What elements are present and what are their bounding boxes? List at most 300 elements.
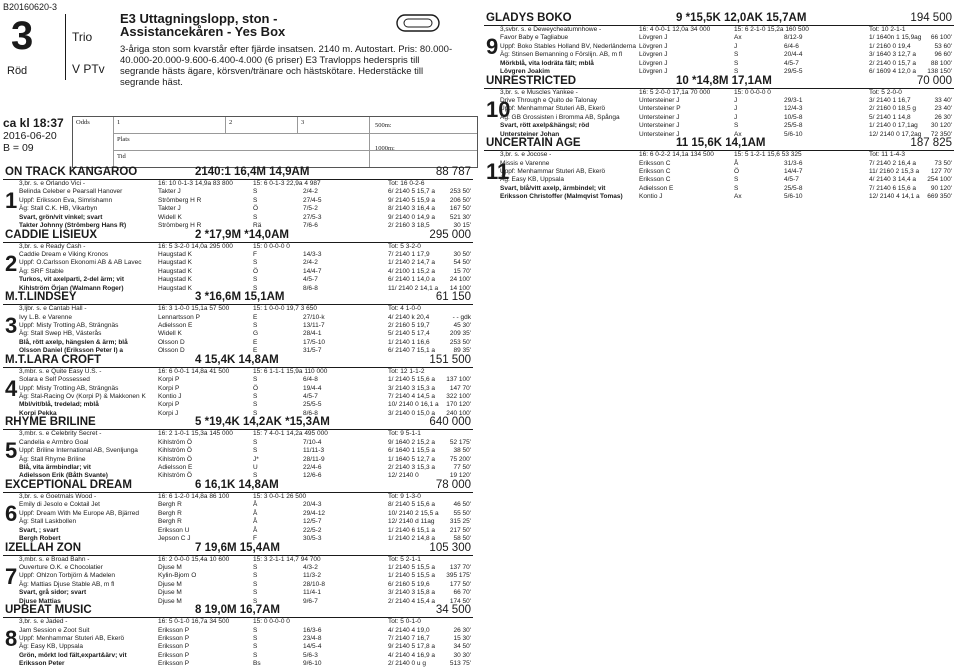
form-row xyxy=(3,572,473,580)
horse-entry xyxy=(3,479,473,542)
form-cell: Äg: Stall Laskbollen xyxy=(19,518,77,526)
form-cell: 147 70' xyxy=(449,384,471,392)
form-cell: Lövgren J xyxy=(639,59,668,67)
form-row xyxy=(3,243,473,251)
form-cell: 8/ 2140 5 15,6 a xyxy=(388,501,435,509)
form-cell: 13/11-7 xyxy=(303,321,325,329)
form-cell: 1/ 1640 5 12,7 a xyxy=(388,455,435,463)
form-cell: 3,br. s. e Muscles Yankee - xyxy=(500,88,578,96)
form-cell: 7/10-4 xyxy=(303,438,322,446)
form-cell: 521 30' xyxy=(449,213,471,221)
form-cell: Ö xyxy=(253,205,259,213)
form-cell: Olsson Daniel (Eriksson Peter I) a xyxy=(19,347,124,355)
form-cell: 15: 3 2-1-1 14,7 94 700 xyxy=(253,555,321,563)
form-cell: Bergh R xyxy=(158,501,182,509)
form-cell: 27/5-3 xyxy=(303,213,322,221)
form-cell: Kontio J xyxy=(158,392,182,400)
form-cell: S xyxy=(253,392,258,400)
form-cell: 16: 2 0-0-0 15,4a 10 600 xyxy=(158,555,230,563)
form-cell: 29/4-12 xyxy=(303,509,326,517)
form-cell: S xyxy=(734,51,739,59)
race-color: Röd xyxy=(7,65,28,77)
form-cell: 55 50' xyxy=(453,509,471,517)
form-row xyxy=(3,368,473,376)
form-cell: 4/ 2140 k 20,4 xyxy=(388,313,430,321)
form-cell: 217 50' xyxy=(449,526,471,534)
form-row xyxy=(484,51,954,59)
form-cell: 2/ 2160 0 18,5 g xyxy=(869,105,916,113)
horse-entry xyxy=(3,416,473,479)
form-cell: J xyxy=(734,105,738,113)
form-cell: Untersteiner Johan xyxy=(500,130,560,138)
form-cell: 30 30' xyxy=(453,651,471,659)
form-cell: Uppf: Menhammar Stuteri AB, Ekerö xyxy=(500,105,606,113)
form-row xyxy=(3,652,473,660)
form-cell: Candelia e Armbro Goal xyxy=(19,438,89,446)
form-cell: Untersteiner J xyxy=(639,113,680,121)
form-cell: 10/ 2140 2 15,5 a xyxy=(388,509,439,517)
form-cell: Widell K xyxy=(158,213,182,221)
horse-entry xyxy=(3,542,473,605)
form-cell: 28/10-8 xyxy=(303,580,326,588)
form-row xyxy=(484,193,954,201)
grid-tid: Tid xyxy=(117,153,126,160)
form-cell: U xyxy=(253,463,258,471)
form-cell: Ax xyxy=(734,34,742,42)
horse-number: 2 xyxy=(5,250,18,276)
form-cell: 16: 5 2-0-0 17,1a 70 000 xyxy=(639,88,711,96)
form-cell: Svart, rött axelp&hängsl; röd xyxy=(500,122,590,130)
form-cell: 4/ 2140 3 14,4 a xyxy=(869,176,916,184)
form-cell: Uppf: Misty Trotting AB, Strängnäs xyxy=(19,384,119,392)
form-cell: S xyxy=(253,196,258,204)
form-cell: Adielsson E xyxy=(158,321,193,329)
game-vptv: V PTv xyxy=(72,62,105,76)
form-cell: 4/3-2 xyxy=(303,563,318,571)
form-cell: 167 50' xyxy=(449,205,471,213)
form-cell: Å xyxy=(253,509,258,517)
form-cell: 6/4-6 xyxy=(784,42,799,50)
form-cell: 669 350' xyxy=(927,193,952,201)
form-cell: Blå, rött axelp, hängslen & ärm; blå xyxy=(19,338,128,346)
horse-prize: 105 300 xyxy=(429,541,471,554)
form-cell: 11/ 2160 2 15,3 a xyxy=(869,167,920,175)
form-cell: 7/6-6 xyxy=(303,221,318,229)
form-cell: 4/5-7 xyxy=(303,276,318,284)
form-row xyxy=(3,660,473,668)
horse-header xyxy=(3,354,473,368)
horse-name: EXCEPTIONAL DREAM xyxy=(5,478,132,491)
form-cell: 16: 10 0-1-3 14,9a 83 800 xyxy=(158,180,233,187)
form-cell: Drive Through e Quito de Talonay xyxy=(500,96,597,104)
form-cell: 5/6-10 xyxy=(784,130,803,138)
form-row xyxy=(3,627,473,635)
form-cell: S xyxy=(253,447,258,455)
grid-plats: Plats xyxy=(117,136,130,143)
form-cell: Strömberg H R xyxy=(158,221,202,229)
form-cell: 72 350' xyxy=(930,130,952,138)
form-cell: Tot: 11 1-4-3 xyxy=(869,151,906,159)
grid-col-1: 1 xyxy=(117,119,121,126)
form-cell: Tot: 16 0-2-6 xyxy=(388,180,425,187)
form-cell: Untersteiner J xyxy=(639,122,680,130)
form-cell: 6/4-8 xyxy=(303,376,318,384)
form-cell: 2/ 2160 5 19,7 xyxy=(388,321,430,329)
form-cell: Takter J xyxy=(158,188,181,196)
form-cell: S xyxy=(734,176,739,184)
form-cell: J xyxy=(734,42,738,50)
form-cell: 2/ 2160 3 18,5 xyxy=(388,221,430,229)
form-cell: S xyxy=(253,643,258,651)
form-cell: Ö xyxy=(253,267,259,275)
form-cell: 30 50' xyxy=(453,250,471,258)
horse-prize: 151 500 xyxy=(429,353,471,366)
form-cell: Äg: Stal-Racing Ov (Korpi P) & Makkonen K xyxy=(19,392,146,400)
form-cell: 16: 4 0-0-1 12,0a 34 000 xyxy=(639,26,711,33)
form-cell: 75 200' xyxy=(449,455,471,463)
form-cell: Äg: GB Grossisten i Bromma AB, Spånga xyxy=(500,113,620,121)
form-row xyxy=(484,176,954,184)
form-cell: Korpi P xyxy=(158,401,180,409)
horse-name: RHYME BRILINE xyxy=(5,416,96,429)
left-column xyxy=(3,166,473,667)
form-cell: Äg: Stall Swep HB, Västerås xyxy=(19,330,102,338)
form-cell: Jam Session e Zoot Suit xyxy=(19,626,90,634)
form-cell: Kihlström Ö xyxy=(158,438,192,446)
form-cell: S xyxy=(253,472,258,480)
form-cell: 20/4-3 xyxy=(303,501,322,509)
horse-header xyxy=(3,416,473,430)
form-cell: 9/ 2140 0 14,9 a xyxy=(388,213,435,221)
horse-entry xyxy=(3,229,473,292)
form-cell: Djuse M xyxy=(158,597,182,605)
form-cell: Svart, grön/vit vinkel; svart xyxy=(19,213,103,221)
form-cell: Mörkblå, vita lodräta fält; mblå xyxy=(500,59,594,67)
form-row xyxy=(484,105,954,113)
form-cell: 240 100' xyxy=(446,409,471,417)
form-cell: 3,mbr. s. e Quite Easy U.S. - xyxy=(19,367,102,375)
form-cell: Turkos, vit axelparti, 2-del ärm; vit xyxy=(19,276,124,284)
form-cell: 16: 3 1-0-0 15,1a 57 500 xyxy=(158,305,230,313)
form-cell: S xyxy=(253,589,258,597)
form-cell: Tot: 12 1-1-2 xyxy=(388,367,425,375)
form-cell: 137 70' xyxy=(449,563,471,571)
form-cell: Haugstad K xyxy=(158,259,192,267)
form-cell: Tot: 5 2-1-1 xyxy=(388,555,421,563)
form-cell: 3,br. s. e Ready Cash - xyxy=(19,242,86,250)
form-cell: 15: 3 0-0-1 26 500 xyxy=(253,492,307,500)
form-cell: Eriksson P xyxy=(158,626,190,634)
form-cell: Djuse M xyxy=(158,580,182,588)
form-cell: Å xyxy=(253,526,258,534)
form-cell: Eriksson C xyxy=(639,159,671,167)
form-row xyxy=(3,376,473,384)
form-row xyxy=(3,430,473,438)
form-cell: Å xyxy=(253,518,258,526)
horse-name: M.T.LINDSEY xyxy=(5,291,77,304)
form-cell: 28/11-9 xyxy=(303,455,325,463)
form-cell: F xyxy=(253,534,257,542)
form-cell: Missis e Varenne xyxy=(500,159,550,167)
form-cell: 1/ 2140 2 14,7 a xyxy=(388,259,435,267)
form-row xyxy=(484,122,954,130)
form-cell: Blå, vita ärmbindlar; vit xyxy=(19,463,91,471)
form-cell: 3,ljbr. s. e Cantab Hall - xyxy=(19,305,87,313)
betting-grid xyxy=(72,116,478,168)
race-time: ca kl 18:37 xyxy=(3,116,64,130)
form-cell: Strömberg H R xyxy=(158,196,202,204)
form-cell: 58 50' xyxy=(453,534,471,542)
form-cell: S xyxy=(253,213,258,221)
form-cell: Takter J xyxy=(158,205,181,213)
form-cell: 33 40' xyxy=(934,96,952,104)
form-row xyxy=(3,581,473,589)
horse-header xyxy=(484,75,954,89)
form-cell: 7/ 2140 7 16,7 xyxy=(388,634,430,642)
form-cell: 3,br. s. e Goetmals Wood - xyxy=(19,492,97,500)
form-cell: 14/5-4 xyxy=(303,643,322,651)
form-cell: 4/5-7 xyxy=(784,176,799,184)
form-cell: 4/ 2100 1 15,2 a xyxy=(388,267,435,275)
grid-odds: Odds xyxy=(76,119,90,126)
form-cell: Djuse Mattias xyxy=(19,597,61,605)
form-row xyxy=(3,510,473,518)
form-row xyxy=(484,60,954,68)
form-row xyxy=(484,34,954,42)
form-cell: 77 50' xyxy=(453,463,471,471)
form-cell: S xyxy=(253,572,258,580)
form-row xyxy=(3,205,473,213)
form-cell: Haugstad K xyxy=(158,284,192,292)
form-cell: 8/6-8 xyxy=(303,409,318,417)
form-cell: Tot: 10 2-1-1 xyxy=(869,26,906,33)
form-cell: Svart, grå sidor; svart xyxy=(19,589,87,597)
form-cell: Bergh R xyxy=(158,509,182,517)
form-cell: 15: 5 1-2-1 15,6 53 325 xyxy=(734,151,802,159)
form-cell: 73 50' xyxy=(934,159,952,167)
form-cell: 96 60' xyxy=(934,51,952,59)
form-cell: G xyxy=(253,330,259,338)
form-cell: Haugstad K xyxy=(158,250,192,258)
form-cell: S xyxy=(253,634,258,642)
track-icon xyxy=(396,14,440,32)
form-cell: 8/ 2140 3 16,4 a xyxy=(388,205,435,213)
form-cell: Tot: 4 1-0-0 xyxy=(388,305,421,313)
race-date: 2016-06-20 xyxy=(3,130,57,142)
horse-number: 11 xyxy=(486,159,510,185)
form-cell: Eriksson C xyxy=(639,167,671,175)
race-description: 3-åriga ston som kvarstår efter fjärde insatsen. 2140 m. Autostart. Pris: 80.000-40.000-20.000-9.600-6.400-4.000 (6 priser) E3 Travlopps hederspris till segrande hästs ägare, körsven/tränare och hästskötare. Hederstäcke till segrande häst. xyxy=(120,44,453,88)
form-cell: Untersteiner J xyxy=(639,96,680,104)
form-cell: Kihlström Ö xyxy=(158,455,192,463)
form-cell: Ouverture O.K. e Chocolatier xyxy=(19,563,103,571)
form-cell: 9/6-10 xyxy=(303,660,322,668)
horse-name: UNCERTAIN AGE xyxy=(486,137,581,150)
form-cell: Caddie Dream e Viking Kronos xyxy=(19,250,109,258)
form-cell: 22/5-2 xyxy=(303,526,322,534)
form-cell: 90 120' xyxy=(930,184,952,192)
form-row xyxy=(3,401,473,409)
form-cell: 15: 7 4-0-1 14,2a 495 000 xyxy=(253,430,328,438)
form-cell: S xyxy=(253,626,258,634)
horse-entry xyxy=(484,75,954,138)
race-number-box xyxy=(3,14,66,80)
horse-prize: 70 000 xyxy=(916,74,952,87)
horse-stats: 4 15,4K 14,8AM xyxy=(195,353,279,366)
form-cell: F xyxy=(253,250,257,258)
form-cell: Kylin-Bjorn O xyxy=(158,572,197,580)
horse-number: 7 xyxy=(5,563,18,589)
form-cell: Eriksson Christoffer (Malmqvist Tomas) xyxy=(500,193,623,201)
form-cell: Adielsson E xyxy=(158,463,193,471)
form-cell: 9/6-7 xyxy=(303,597,318,605)
form-row xyxy=(3,188,473,196)
form-cell: Uppf: Eriksson Eva, Simrishamn xyxy=(19,196,113,204)
horse-entry xyxy=(3,291,473,354)
form-cell: Tot: 5 3-2-0 xyxy=(388,242,421,250)
form-cell: 4/ 2140 4 16,9 a xyxy=(388,651,435,659)
form-row xyxy=(484,43,954,51)
form-cell: 2/4-2 xyxy=(303,188,318,196)
form-cell: 14/4-7 xyxy=(303,267,322,275)
form-cell: S xyxy=(253,651,258,659)
form-cell: Djuse M xyxy=(158,589,182,597)
form-cell: 15: 6 1-1-1 15,9a 110 000 xyxy=(253,367,328,375)
form-cell: 23 40' xyxy=(934,105,952,113)
form-cell: Uppf: Menhammar Stuteri AB, Ekerö xyxy=(19,634,125,642)
form-cell: Lövgren J xyxy=(639,67,668,75)
form-cell: Djuse M xyxy=(158,563,182,571)
form-row xyxy=(3,447,473,455)
form-cell: 1/ 2160 0 19,4 xyxy=(869,42,911,50)
horse-entry xyxy=(484,137,954,200)
horse-number: 5 xyxy=(5,438,18,464)
form-row xyxy=(3,385,473,393)
form-cell: Äg: Stall Rhyme Briline xyxy=(19,455,86,463)
form-cell: Bs xyxy=(253,660,261,668)
form-cell: 137 100' xyxy=(446,376,471,384)
horse-stats: 2140:1 16,4M 14,9AM xyxy=(195,166,310,178)
form-cell: 89 35' xyxy=(453,347,471,355)
horse-prize: 88 787 xyxy=(435,166,471,178)
form-cell: Kihlström Örjan (Walmann Roger) xyxy=(19,284,124,292)
form-cell: 2/ 2140 0 15,7 a xyxy=(869,59,916,67)
form-cell: 253 50' xyxy=(449,338,471,346)
form-cell: Olsson D xyxy=(158,347,185,355)
form-cell: 66 100' xyxy=(930,34,952,42)
form-cell: 11/3-2 xyxy=(303,572,321,580)
form-cell: 14/4-7 xyxy=(784,167,803,175)
form-cell: 31/5-7 xyxy=(303,347,322,355)
horse-number: 3 xyxy=(5,313,18,339)
form-row xyxy=(3,556,473,564)
race-time-box xyxy=(3,117,66,154)
form-cell: Adielsson Erik (Båth Svante) xyxy=(19,472,108,480)
form-cell: 1/ 2140 1 16,6 xyxy=(388,338,430,346)
horse-name: GLADYS BOKO xyxy=(486,12,572,24)
grid-col-2: 2 xyxy=(229,119,233,126)
grid-500m: 500m: xyxy=(375,122,392,129)
form-cell: Korpi P xyxy=(158,384,180,392)
form-cell: Widell K xyxy=(158,330,182,338)
form-cell: Uppf: Briline International AB, Svenljunga xyxy=(19,447,138,455)
form-cell: Uppf: Dream With Me Europe AB, Bjärred xyxy=(19,509,139,517)
form-cell: 16: 6 0-0-1 14,8a 41 500 xyxy=(158,367,230,375)
horse-stats: 10 *14,8M 17,1AM xyxy=(676,74,772,87)
horse-header xyxy=(484,137,954,151)
horse-header xyxy=(3,542,473,556)
form-cell: 2/ 2140 4 15,4 a xyxy=(388,597,435,605)
form-row xyxy=(3,214,473,222)
form-cell: Äg: SRF Stable xyxy=(19,267,64,275)
form-cell: 19 120' xyxy=(449,472,471,480)
race-track: B = 09 xyxy=(3,142,34,154)
horse-prize: 295 000 xyxy=(429,228,471,241)
form-cell: 30 120' xyxy=(930,122,952,130)
form-row xyxy=(484,26,954,34)
form-cell: S xyxy=(253,597,258,605)
form-cell: Ax xyxy=(734,130,742,138)
form-cell: Korpi J xyxy=(158,409,179,417)
form-row xyxy=(484,97,954,105)
form-cell: 52 175' xyxy=(449,438,471,446)
form-cell: Korpi P xyxy=(158,376,180,384)
form-cell: 45 30' xyxy=(453,321,471,329)
form-cell: 27/4-5 xyxy=(303,196,322,204)
form-cell: Bergh R xyxy=(158,518,182,526)
form-cell: E xyxy=(253,338,258,346)
form-cell: 9/ 2140 5 17,8 a xyxy=(388,643,435,651)
form-cell: 6/ 2140 1 14,0 a xyxy=(388,276,435,284)
horse-name: M.T.LARA CROFT xyxy=(5,353,102,366)
form-cell: 12/6-6 xyxy=(303,472,322,480)
horse-name: UPBEAT MUSIC xyxy=(5,604,92,617)
form-cell: Haugstad K xyxy=(158,267,192,275)
form-cell: 5/6-3 xyxy=(303,651,318,659)
form-cell: 3/ 2140 3 15,8 a xyxy=(388,589,435,597)
form-cell: S xyxy=(253,321,258,329)
form-cell: 3/ 2140 1 16,7 xyxy=(869,96,911,104)
form-row xyxy=(3,268,473,276)
form-cell: 24 100' xyxy=(449,276,471,284)
form-cell: 209 35' xyxy=(449,330,471,338)
form-cell: 7/5-2 xyxy=(303,205,318,213)
horse-header xyxy=(3,291,473,305)
form-cell: Äg: Stall C.K. HB, Vikarbyn xyxy=(19,205,98,213)
form-cell: 395 175' xyxy=(446,572,471,580)
horse-entry xyxy=(3,166,473,229)
form-cell: 170 120' xyxy=(446,401,471,409)
horse-stats: 2 *17,9M *14,0AM xyxy=(195,228,289,241)
form-cell: 5/ 2140 1 14,8 xyxy=(869,113,911,121)
form-cell: 16: 5 0-1-0 16,7a 34 500 xyxy=(158,618,230,626)
form-cell: Ö xyxy=(253,384,259,392)
form-cell: 15: 0 0-0-0 0 xyxy=(253,242,290,250)
form-cell: Ivy L.B. e Varenne xyxy=(19,313,72,321)
form-cell: 27/10-k xyxy=(303,313,325,321)
form-cell: 14/3-3 xyxy=(303,250,322,258)
form-row xyxy=(484,151,954,159)
form-cell: 15 70' xyxy=(453,267,471,275)
form-cell: 3,mbr. s. e Broad Bahn - xyxy=(19,555,90,563)
form-cell: 11/ 2140 2 14,1 a xyxy=(388,284,439,292)
horse-entry xyxy=(3,354,473,417)
form-cell: 12/4-3 xyxy=(784,105,803,113)
form-row xyxy=(3,339,473,347)
form-cell: 23/4-8 xyxy=(303,634,322,642)
form-cell: J xyxy=(734,113,738,121)
form-cell: 25/5-8 xyxy=(784,184,803,192)
